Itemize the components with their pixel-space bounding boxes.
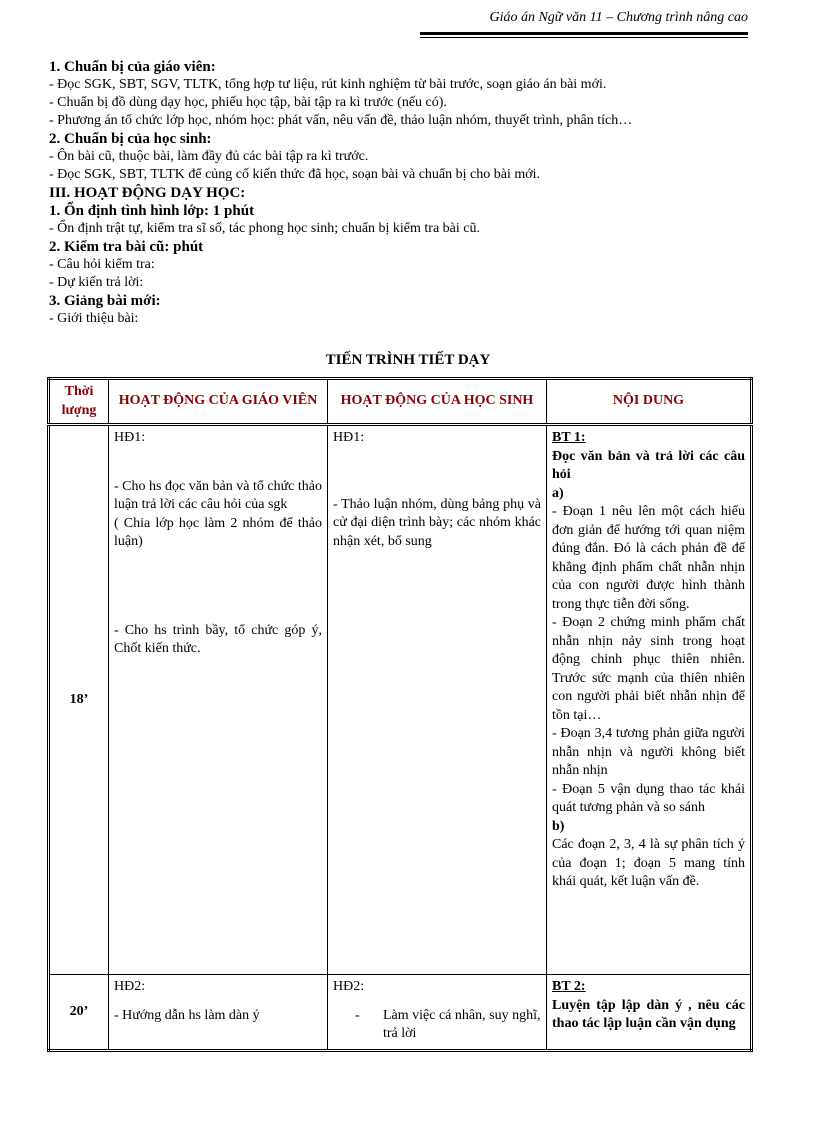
row1-student: [328, 425, 547, 975]
teacher-prep-heading: 1. Chuẩn bị của giáo viên:: [49, 59, 216, 75]
step1-item: - Ổn định trật tự, kiểm tra sĩ số, tác phong học sinh; chuẩn bị kiểm tra bài cũ.: [49, 221, 480, 236]
row2-student-item: - Làm việc cá nhân, suy nghĩ, trả lời: [355, 1007, 541, 1041]
header-time: Thời lượng: [49, 379, 109, 425]
row1-content-b: b): [552, 818, 565, 834]
step1-heading: 1. Ổn định tình hình lớp: 1 phút: [49, 203, 255, 219]
row2-teacher-p1: - Hướng dẫn hs làm dàn ý: [114, 1007, 260, 1023]
table-row: [49, 425, 752, 975]
row1-content-a: a): [552, 485, 564, 501]
row2-student-p1: Làm việc cá nhân, suy nghĩ, trả lời: [383, 1007, 541, 1041]
header-student: HOẠT ĐỘNG CỦA HỌC SINH: [328, 379, 547, 425]
row2-student: [328, 975, 547, 1051]
row1-teacher-label: HĐ1:: [114, 430, 146, 445]
row2-content-title: Luyện tập lập dàn ý , nêu các thao tác lập luận cần vận dụng: [552, 997, 745, 1031]
page-header: Giáo án Ngữ văn 11 – Chương trình nâng cao: [489, 10, 748, 25]
row1-teacher-p3: - Cho hs trình bầy, tổ chức góp ý, Chốt kiến thức.: [114, 622, 322, 656]
row1-teacher-p1: - Cho hs đọc văn bản và tổ chức thảo luận trả lời các câu hỏi của sgk: [114, 478, 322, 512]
row1-teacher: [109, 425, 328, 975]
teacher-prep-item: - Phương án tổ chức lớp học, nhóm học: phát vấn, nêu vấn đề, thảo luận nhóm, thuyết trình, phân tích…: [49, 113, 633, 128]
table-row: [49, 975, 752, 1051]
row2-content-label: BT 2:: [552, 979, 586, 994]
header-content: NỘI DUNG: [547, 379, 752, 425]
row1-content-p5: Các đoạn 2, 3, 4 là sự phân tích ý của đoạn 1; đoạn 5 mang tính khái quát, kết luận vấn đề.: [552, 837, 745, 889]
student-prep-heading: 2. Chuẩn bị của học sinh:: [49, 131, 212, 147]
row1-time: 18’: [49, 425, 109, 975]
row1-teacher-p2: ( Chia lớp học làm 2 nhóm để thảo luận): [114, 515, 322, 549]
row2-content: [547, 975, 752, 1051]
row1-content-label: BT 1:: [552, 430, 586, 445]
row2-teacher: [109, 975, 328, 1051]
step2-heading: 2. Kiểm tra bài cũ: phút: [49, 239, 204, 255]
row2-teacher-label: HĐ2:: [114, 979, 146, 994]
row1-content-p3: - Đoạn 3,4 tương phản giữa người nhẫn nhịn và người không biết nhẫn nhịn: [552, 726, 745, 778]
row1-student-label: HĐ1:: [333, 430, 365, 445]
teacher-prep-item: - Đọc SGK, SBT, SGV, TLTK, tổng hợp tư liệu, rút kinh nghiệm từ bài trước, soạn giáo án bài mới.: [49, 77, 607, 92]
teacher-prep-item: - Chuẩn bị đồ dùng dạy học, phiếu học tập, bài tập ra kì trước (nếu có).: [49, 95, 447, 110]
header-rule: [420, 32, 748, 38]
table-title: TIẾN TRÌNH TIẾT DẠY: [325, 352, 491, 368]
row1-content: [547, 425, 752, 975]
activities-heading: III. HOẠT ĐỘNG DẠY HỌC:: [49, 185, 246, 201]
row1-content-p2: - Đoạn 2 chứng minh phẩm chất nhẫn nhịn nảy sinh trong hoạt động chinh phục thiên nhiên. Trước sức mạnh của thiên nhiên con người phải biết nhẫn nhịn để tồn tại…: [552, 615, 745, 723]
student-prep-item: - Đọc SGK, SBT, TLTK để củng cố kiến thức đã học, soạn bài và chuẩn bị cho bài mới.: [49, 167, 541, 182]
header-teacher: HOẠT ĐỘNG CỦA GIÁO VIÊN: [109, 379, 328, 425]
step2-item: - Câu hỏi kiểm tra:: [49, 257, 155, 272]
step3-item: - Giới thiệu bài:: [49, 311, 139, 326]
row2-time: 20’: [49, 975, 109, 1051]
row1-student-p1: - Thảo luận nhóm, dùng bảng phụ và cử đại diện trình bày; các nhóm khác nhận xét, bổ sung: [333, 496, 541, 549]
student-prep-item: - Ôn bài cũ, thuộc bài, làm đầy đủ các bài tập ra kì trước.: [49, 149, 369, 164]
lesson-prep-section: [49, 58, 759, 328]
lesson-table: [47, 377, 753, 1052]
row1-content-p1: - Đoạn 1 nêu lên một cách hiểu đơn giản để hướng tới quan niệm đúng đắn. Đó là cách phản đề để khẳng định phẩm chất nhẫn nhịn của con người được hình thành trong thực tiễn đời sống.: [552, 504, 745, 612]
row1-content-title: Đọc văn bản và trả lời các câu hỏi: [552, 448, 745, 482]
step3-heading: 3. Giảng bài mới:: [49, 293, 161, 309]
row2-student-label: HĐ2:: [333, 979, 365, 994]
step2-item: - Dự kiến trả lời:: [49, 275, 144, 290]
table-header-row: [49, 379, 752, 425]
row1-content-p4: - Đoạn 5 vận dụng thao tác khái quát tương phản và so sánh: [552, 781, 745, 815]
